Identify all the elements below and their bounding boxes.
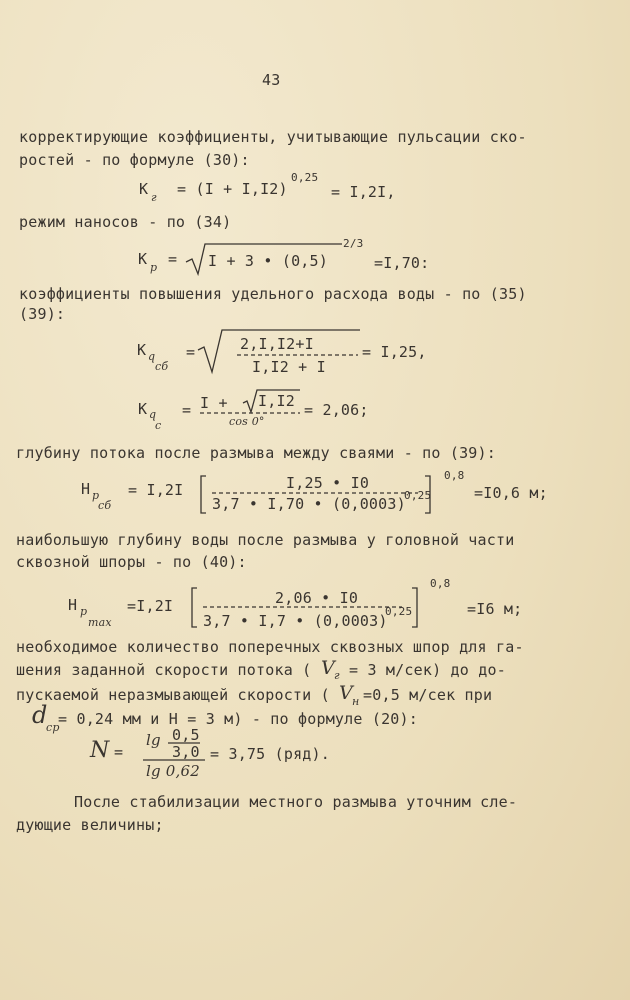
eq7-lhs: N: [90, 738, 110, 763]
eq1-result: = I,2I,: [331, 183, 396, 201]
eq6-sub2: max: [88, 616, 112, 629]
eq6-left-bracket: [192, 588, 197, 627]
eq7-result: = 3,75 (ряд).: [210, 745, 330, 763]
eq5-exponent: 0,8: [444, 469, 465, 482]
eq5-sub1: р: [92, 489, 100, 502]
eq4-denominator: cos 0°: [229, 415, 265, 428]
eq4-num-a: I +: [200, 394, 228, 412]
eq5-left-bracket: [201, 476, 206, 513]
eq2-exponent: 2/3: [343, 237, 364, 250]
eq5-sub2: сб: [98, 499, 112, 512]
eq4-radical: [243, 390, 300, 412]
eq1-exponent: 0,25: [291, 171, 319, 184]
eq7-denominator: lg 0,62: [146, 762, 200, 780]
eq6-den-exponent: 0,25: [385, 605, 413, 618]
eq6-exponent: 0,8: [430, 577, 451, 590]
eq7-num-lg: lg: [146, 731, 161, 749]
text-line-11b: =0,5 м/сек при: [363, 686, 493, 704]
velocity-v-symbol: V: [321, 657, 335, 679]
text-line-6: глубину потока после размыва между сваями - по (39):: [16, 444, 496, 462]
eq5-denominator: 3,7 • I,70 • (0,0003): [212, 495, 406, 513]
text-line-14: дующие величины;: [16, 816, 164, 834]
eq3-sub2: сб: [155, 360, 169, 373]
text-line-10: шения заданной скорости потока (: [16, 661, 312, 679]
eq6-result: =I6 м;: [467, 600, 523, 618]
text-line-4: коэффициенты повышения удельного расхода воды - по (35): [19, 285, 527, 303]
eq3-sub1: q: [148, 350, 156, 363]
text-line-2: ростей - по формуле (30):: [19, 151, 250, 169]
diameter-symbol: d: [32, 701, 48, 729]
text-line-1: корректирующие коэффициенты, учитывающие пульсации ско-: [19, 128, 527, 146]
eq7-num-top: 0,5: [172, 726, 200, 744]
page-number: 43: [262, 71, 281, 89]
eq4-result: = 2,06;: [304, 401, 369, 419]
eq6-numerator: 2,06 • I0: [275, 589, 359, 607]
eq7-eq: =: [114, 743, 124, 761]
eq6-right-bracket: [412, 588, 417, 627]
text-line-3: режим наносов - по (34): [19, 213, 232, 231]
eq3-numerator: 2,I,I2+I: [240, 335, 314, 353]
eq3-radical: [198, 330, 360, 372]
text-line-9: необходимое количество поперечных сквозных шпор для га-: [16, 638, 524, 656]
eq5-numerator: I,25 • I0: [286, 474, 370, 492]
eq4-lhs: K: [138, 400, 148, 418]
eq5-lhs: H: [81, 480, 91, 498]
velocity-vn-symbol: V: [339, 682, 353, 704]
eq2-radical: [186, 244, 342, 274]
text-line-13: После стабилизации местного размыва уточним сле-: [74, 793, 518, 811]
eq5-result: =I0,6 м;: [474, 484, 548, 502]
eq6-coef: =I,2I: [127, 597, 174, 615]
eq5-coef: = I,2I: [128, 481, 184, 499]
eq7-num-bottom: 3,0: [172, 743, 200, 761]
velocity-vn-sub: н: [352, 695, 360, 708]
eq2-lhs: K: [138, 250, 148, 268]
eq3-eq: =: [186, 343, 196, 361]
eq2-sub: р: [150, 261, 158, 274]
text-line-10b: = 3 м/сек) до до-: [349, 661, 506, 679]
text-line-5: (39):: [19, 305, 66, 323]
eq2-radicand: I + 3 • (0,5): [208, 252, 328, 270]
eq3-denominator: I,I2 + I: [252, 358, 326, 376]
eq5-den-exponent: 0,25: [404, 489, 432, 502]
eq1-lhs: K: [139, 180, 149, 198]
text-line-7: наибольшую глубину воды после размыва у головной части: [16, 531, 515, 549]
eq4-num-root: I,I2: [258, 392, 295, 410]
eq6-sub1: р: [80, 605, 88, 618]
eq2-result: =I,70:: [374, 254, 430, 272]
eq3-result: = I,25,: [362, 343, 427, 361]
eq4-sub1: q: [149, 408, 157, 421]
text-line-11: пускаемой неразмывающей скорости (: [16, 686, 330, 704]
text-line-12: = 0,24 мм и Н = 3 м) - по формуле (20):: [58, 710, 418, 728]
eq4-eq: =: [182, 401, 192, 419]
diameter-sub: ср: [46, 721, 60, 734]
eq1-body: = (I + I,I2): [177, 180, 288, 198]
eq5-right-bracket: [425, 476, 430, 513]
eq3-lhs: K: [137, 341, 147, 359]
eq4-sub2: с: [155, 419, 162, 432]
eq6-denominator: 3,7 • I,7 • (0,0003): [203, 612, 388, 630]
eq1-sub: г: [151, 191, 157, 204]
text-line-8: сквозной шпоры - по (40):: [16, 553, 247, 571]
eq6-lhs: H: [68, 596, 78, 614]
velocity-v-sub: г: [334, 669, 340, 682]
eq2-eq: =: [168, 250, 178, 268]
